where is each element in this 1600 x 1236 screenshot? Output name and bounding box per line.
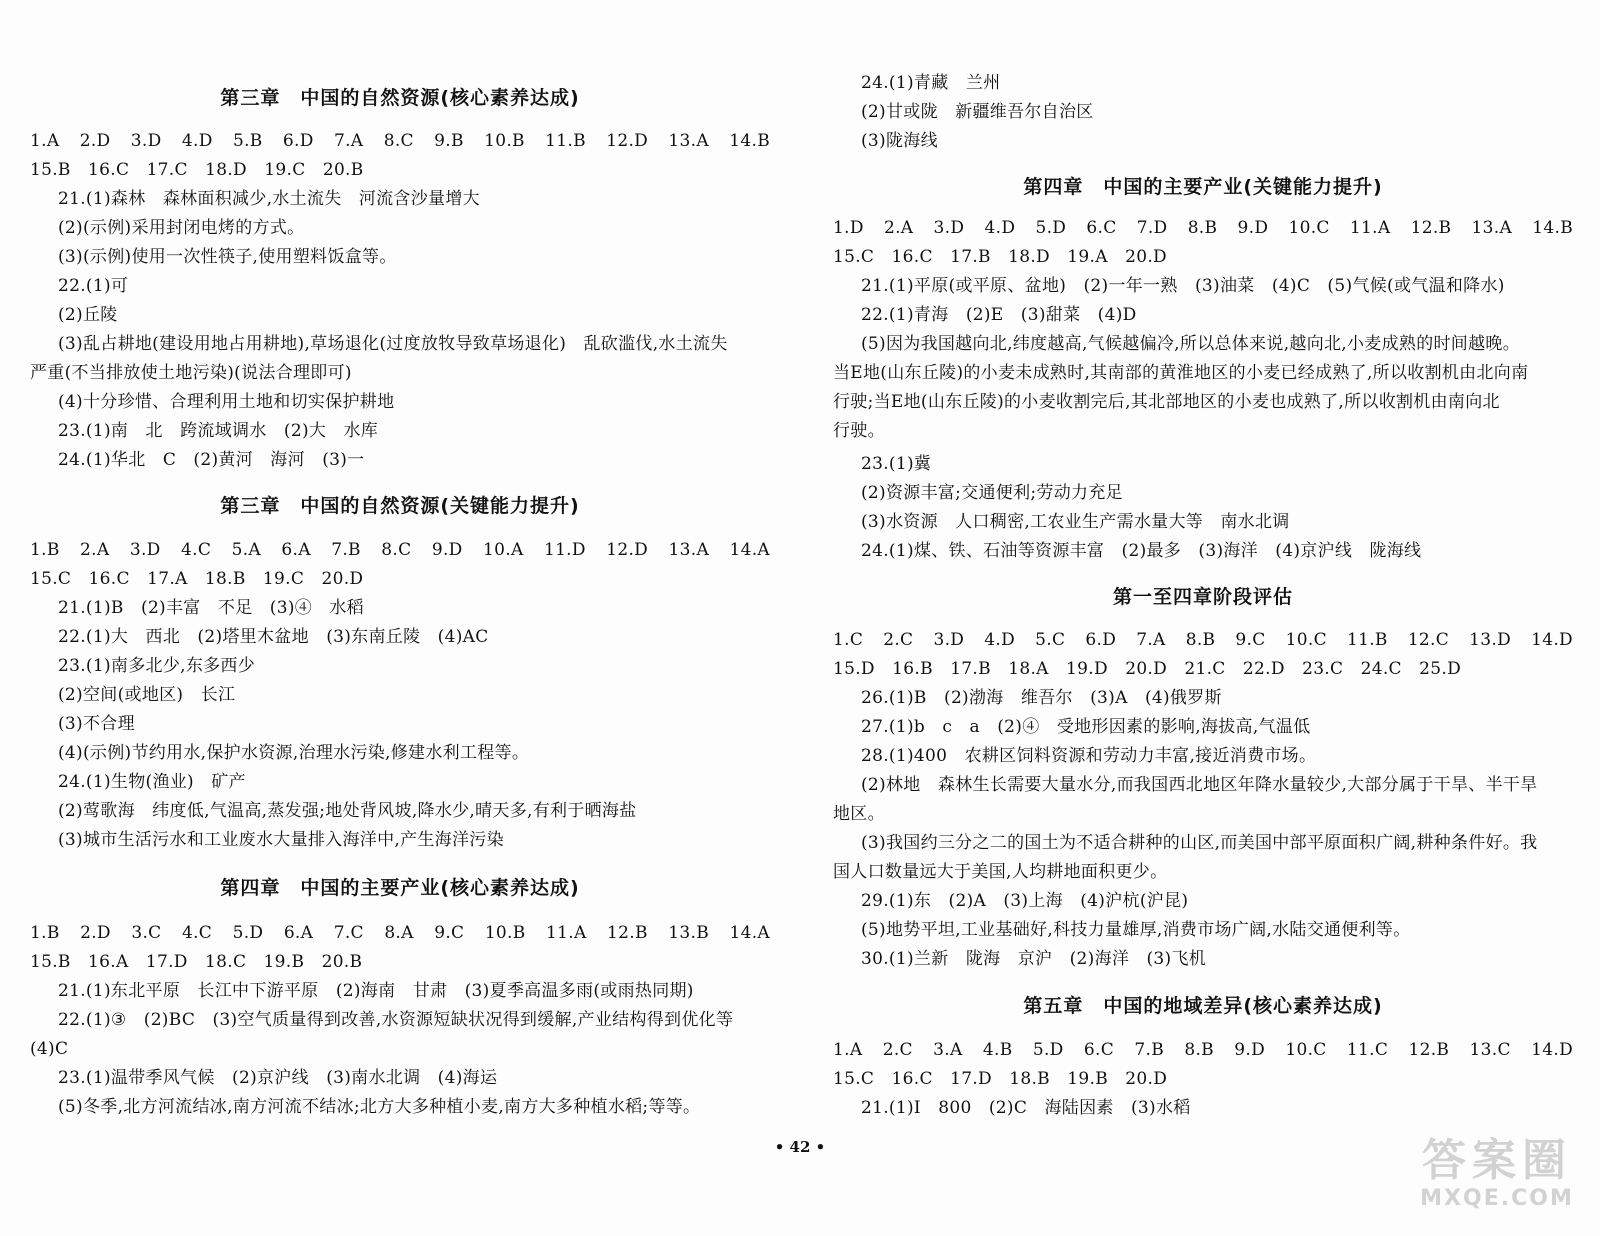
answer-line: 15.C 16.C 17.A 18.B 19.C 20.D [30, 569, 364, 589]
answer-line: 21.(1)森林 森林面积减少,水土流失 河流含沙量增大 [58, 189, 480, 209]
answer-line: 30.(1)兰新 陇海 京沪 (2)海洋 (3)飞机 [861, 949, 1207, 969]
answer-line: (5)因为我国越向北,纬度越高,气候越偏冷,所以总体来说,越向北,小麦成熟的时间越晚。 [861, 334, 1520, 354]
answer-line: (3)陇海线 [861, 131, 938, 151]
section-heading: 第三章 中国的自然资源(核心素养达成) [220, 87, 580, 109]
answer-line: (3)(示例)使用一次性筷子,使用塑料饭盒等。 [58, 247, 397, 267]
watermark-text: 答案圈 [1422, 1135, 1572, 1186]
answer-line: 23.(1)冀 [861, 454, 932, 474]
answer-line: 当E地(山东丘陵)的小麦未成熟时,其南部的黄淮地区的小麦已经成熟了,所以收割机由北向南 [833, 363, 1529, 383]
answer-line: 严重(不当排放使土地污染)(说法合理即可) [30, 363, 352, 383]
answer-line: (4)(示例)节约用水,保护水资源,治理水污染,修建水利工程等。 [58, 743, 530, 763]
answer-line: 22.(1)可 [58, 276, 129, 296]
answer-line: (3)城市生活污水和工业废水大量排入海洋中,产生海洋污染 [58, 830, 504, 850]
answer-line: (4)十分珍惜、合理利用土地和切实保护耕地 [58, 392, 395, 412]
answer-line: 地区。 [833, 804, 885, 824]
answer-line: 行驶。 [833, 421, 885, 441]
answer-line: 26.(1)B (2)渤海 维吾尔 (3)A (4)俄罗斯 [861, 688, 1222, 708]
answer-line: 24.(1)煤、铁、石油等资源丰富 (2)最多 (3)海洋 (4)京沪线 陇海线 [861, 541, 1422, 561]
answer-line: 15.D 16.B 17.B 18.A 19.D 20.D 21.C 22.D 23.C 24.C 25.D [833, 659, 1462, 679]
answer-line: (2)(示例)采用封闭电烤的方式。 [58, 218, 305, 238]
answer-line: 22.(1)③ (2)BC (3)空气质量得到改善,水资源短缺状况得到缓解,产业结构得到优化等 [58, 1010, 734, 1030]
answer-line: 24.(1)华北 C (2)黄河 海河 (3)一 [58, 450, 365, 470]
answer-line: (5)冬季,北方河流结冰,南方河流不结冰;北方大多种植小麦,南方大多种植水稻;等等。 [58, 1097, 701, 1117]
answer-line: 21.(1)B (2)丰富 不足 (3)④ 水稻 [58, 598, 364, 618]
answer-line: 29.(1)东 (2)A (3)上海 (4)沪杭(沪昆) [861, 891, 1189, 911]
answer-line: 1.A 2.D 3.D 4.D 5.B 6.D 7.A 8.C 9.B 10.B 11.B 12.D 13.A 14.B [30, 131, 770, 151]
answer-line: (2)资源丰富;交通便利;劳动力充足 [861, 483, 1123, 503]
answer-line: 28.(1)400 农耕区饲料资源和劳动力丰富,接近消费市场。 [861, 746, 1317, 766]
answer-line: (2)莺歌海 纬度低,气温高,蒸发强;地处背风坡,降水少,晴天多,有利于晒海盐 [58, 801, 637, 821]
answer-line: (3)水资源 人口稠密,工农业生产需水量大等 南水北调 [861, 512, 1290, 532]
answer-line: 1.A 2.C 3.A 4.B 5.D 6.C 7.B 8.B 9.D 10.C 11.C 12.B 13.C 14.D [833, 1040, 1573, 1060]
page-number: • 42 • [774, 1138, 826, 1156]
answer-line: (2)甘或陇 新疆维吾尔自治区 [861, 102, 1094, 122]
answer-line: (4)C [30, 1039, 69, 1059]
answer-line: 15.C 16.C 17.B 18.D 19.A 20.D [833, 247, 1167, 267]
answer-line: (5)地势平坦,工业基础好,科技力量雄厚,消费市场广阔,水陆交通便利等。 [861, 920, 1411, 940]
section-heading: 第三章 中国的自然资源(关键能力提升) [220, 495, 580, 517]
answer-line: 1.C 2.C 3.D 4.D 5.C 6.D 7.A 8.B 9.C 10.C 11.B 12.C 13.D 14.D [833, 630, 1573, 650]
answer-line: 24.(1)青藏 兰州 [861, 73, 1001, 93]
watermark-logo [1412, 1136, 1582, 1224]
answer-line: 22.(1)青海 (2)E (3)甜菜 (4)D [861, 305, 1137, 325]
answer-line: 15.B 16.C 17.C 18.D 19.C 20.B [30, 160, 364, 180]
answer-line: 1.B 2.D 3.C 4.C 5.D 6.A 7.C 8.A 9.C 10.B 11.A 12.B 13.B 14.A [30, 923, 770, 943]
section-heading: 第一至四章阶段评估 [1112, 586, 1293, 608]
answer-line: (3)不合理 [58, 714, 135, 734]
answer-line: 行驶;当E地(山东丘陵)的小麦收割完后,其北部地区的小麦也成熟了,所以收割机由南向北 [833, 392, 1500, 412]
answer-line: 国人口数量远大于美国,人均耕地面积更少。 [833, 862, 1168, 882]
section-heading: 第四章 中国的主要产业(核心素养达成) [220, 877, 580, 899]
watermark-url: MXQE.COM [1420, 1186, 1574, 1211]
answer-line: (3)乱占耕地(建设用地占用耕地),草场退化(过度放牧导致草场退化) 乱砍滥伐,水土流失 [58, 334, 728, 354]
answer-line: 27.(1)b c a (2)④ 受地形因素的影响,海拔高,气温低 [861, 717, 1311, 737]
answer-line: 22.(1)大 西北 (2)塔里木盆地 (3)东南丘陵 (4)AC [58, 627, 489, 647]
answer-line: 15.B 16.A 17.D 18.C 19.B 20.B [30, 952, 363, 972]
answer-line: 21.(1)东北平原 长江中下游平原 (2)海南 甘肃 (3)夏季高温多雨(或雨热同期) [58, 981, 694, 1001]
answer-line: (2)丘陵 [58, 305, 118, 325]
answer-line: 23.(1)温带季风气候 (2)京沪线 (3)南水北调 (4)海运 [58, 1068, 498, 1088]
answer-line: (2)林地 森林生长需要大量水分,而我国西北地区年降水量较少,大部分属于干旱、半干旱 [861, 775, 1538, 795]
answer-line: 21.(1)平原(或平原、盆地) (2)一年一熟 (3)油菜 (4)C (5)气候(或气温和降水) [861, 276, 1505, 296]
answer-line: 24.(1)生物(渔业) 矿产 [58, 772, 246, 792]
answer-line: 21.(1)Ⅰ 800 (2)C 海陆因素 (3)水稻 [861, 1098, 1191, 1118]
answer-line: 1.B 2.A 3.D 4.C 5.A 6.A 7.B 8.C 9.D 10.A 11.D 12.D 13.A 14.A [30, 540, 770, 560]
answer-line: 23.(1)南多北少,东多西少 [58, 656, 256, 676]
answer-line: 15.C 16.C 17.D 18.B 19.B 20.D [833, 1069, 1168, 1089]
answer-line: (2)空间(或地区) 长江 [58, 685, 236, 705]
answer-line: 1.D 2.A 3.D 4.D 5.D 6.C 7.D 8.B 9.D 10.C 11.A 12.B 13.A 14.B [833, 218, 1573, 238]
answer-line: (3)我国约三分之二的国土为不适合耕种的山区,而美国中部平原面积广阔,耕种条件好。我 [861, 833, 1538, 853]
section-heading: 第五章 中国的地域差异(核心素养达成) [1023, 995, 1383, 1017]
section-heading: 第四章 中国的主要产业(关键能力提升) [1023, 176, 1383, 198]
answer-line: 23.(1)南 北 跨流域调水 (2)大 水库 [58, 421, 379, 441]
